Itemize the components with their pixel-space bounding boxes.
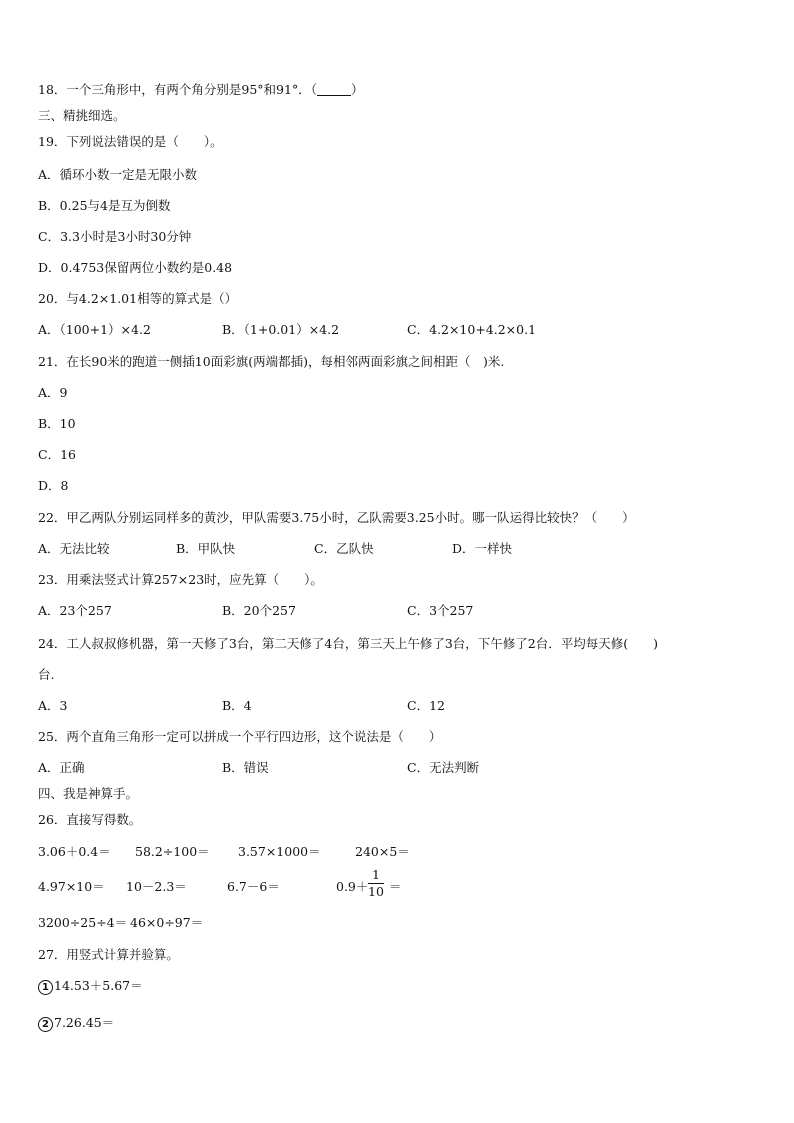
question-23-stem: 23．用乘法竖式计算257×23时，应先算（ ）。 <box>38 572 323 587</box>
question-27-item-2 <box>38 1015 114 1032</box>
question-22-option-d[interactable]: D．一样快 <box>452 541 513 556</box>
question-24-stem-continued: 台. <box>38 667 55 682</box>
calc-item: 3.57×1000＝ <box>238 844 321 859</box>
question-25-option-c[interactable]: C．无法判断 <box>407 760 480 775</box>
fraction-numerator: 1 <box>372 867 380 882</box>
question-24-stem: 24．工人叔叔修机器，第一天修了3台，第二天修了4台，第三天上午修了3台，下午修了2台．平均每天修( ) <box>38 636 658 651</box>
calc-item: 6.7－6＝ <box>227 879 280 894</box>
question-21-option-d[interactable]: D．8 <box>38 478 69 493</box>
question-22-option-a[interactable]: A．无法比较 <box>38 541 110 556</box>
calc-item: 240×5＝ <box>355 844 410 859</box>
question-19-option-b[interactable]: B．0.25与4是互为倒数 <box>38 198 171 213</box>
question-25-option-b[interactable]: B．错误 <box>222 760 269 775</box>
question-25-stem: 25．两个直角三角形一定可以拼成一个平行四边形，这个说法是（ ） <box>38 729 442 744</box>
fraction-equals: ＝ <box>389 879 402 894</box>
question-27-stem: 27．用竖式计算并验算。 <box>38 947 179 962</box>
question-21-stem: 21．在长90米的跑道一侧插10面彩旗(两端都插)，每相邻两面彩旗之间相距（ )米. <box>38 354 505 369</box>
question-23-option-a[interactable]: A．23个257 <box>38 603 112 618</box>
question-22-option-c[interactable]: C．乙队快 <box>314 541 374 556</box>
question-23-option-b[interactable]: B．20个257 <box>222 603 296 618</box>
question-21-option-c[interactable]: C．16 <box>38 447 76 462</box>
question-18-text: 18．一个三角形中，有两个角分别是95°和91°．（ <box>38 82 317 97</box>
question-27-item-1-text: 14.53＋5.67＝ <box>54 978 143 993</box>
section-3-heading: 三、精挑细选。 <box>38 108 126 123</box>
question-20-stem: 20．与4.2×1.01相等的算式是（） <box>38 291 238 306</box>
answer-blank[interactable] <box>317 83 351 96</box>
circled-number-1: 1 <box>38 980 53 995</box>
question-20-option-b[interactable]: B．（1+0.01）×4.2 <box>222 322 340 337</box>
question-20-option-a[interactable]: A．（100+1）×4.2 <box>38 322 151 337</box>
calc-item-fraction: 0.9＋ <box>336 879 369 894</box>
calc-item: 46×0÷97＝ <box>130 915 204 930</box>
calc-item: 3.06＋0.4＝ <box>38 844 111 859</box>
calc-item: 3200÷25÷4＝ <box>38 915 128 930</box>
fraction <box>368 868 384 899</box>
question-23-option-c[interactable]: C．3个257 <box>407 603 474 618</box>
question-19-option-c[interactable]: C．3.3小时是3小时30分钟 <box>38 229 192 244</box>
question-19-option-a[interactable]: A．循环小数一定是无限小数 <box>38 167 198 182</box>
question-25-option-a[interactable]: A．正确 <box>38 760 85 775</box>
calc-item: 10－2.3＝ <box>126 879 187 894</box>
question-18 <box>38 82 363 98</box>
question-22-option-b[interactable]: B．甲队快 <box>176 541 236 556</box>
question-26-stem: 26．直接写得数。 <box>38 812 142 827</box>
circled-number-2: 2 <box>38 1017 53 1032</box>
question-27-item-1 <box>38 978 143 995</box>
calc-item: 4.97×10＝ <box>38 879 105 894</box>
question-19-stem: 19．下列说法错误的是（ ）。 <box>38 134 223 149</box>
question-21-option-b[interactable]: B．10 <box>38 416 76 431</box>
question-27-item-2-text: 7.26.45＝ <box>54 1015 115 1030</box>
section-4-heading: 四、我是神算手。 <box>38 786 139 801</box>
question-18-close: ） <box>350 82 364 97</box>
question-24-option-a[interactable]: A．3 <box>38 698 68 713</box>
calc-item: 58.2÷100＝ <box>135 844 210 859</box>
question-24-option-b[interactable]: B．4 <box>222 698 252 713</box>
question-20-option-c[interactable]: C．4.2×10+4.2×0.1 <box>407 322 537 337</box>
question-19-option-d[interactable]: D．0.4753保留两位小数约是0.48 <box>38 260 233 275</box>
question-22-stem: 22．甲乙两队分别运同样多的黄沙，甲队需要3.75小时，乙队需要3.25小时。哪一队运得比较快？（ ） <box>38 510 635 525</box>
question-21-option-a[interactable]: A．9 <box>38 385 68 400</box>
fraction-denominator: 10 <box>368 884 384 899</box>
question-24-option-c[interactable]: C．12 <box>407 698 445 713</box>
